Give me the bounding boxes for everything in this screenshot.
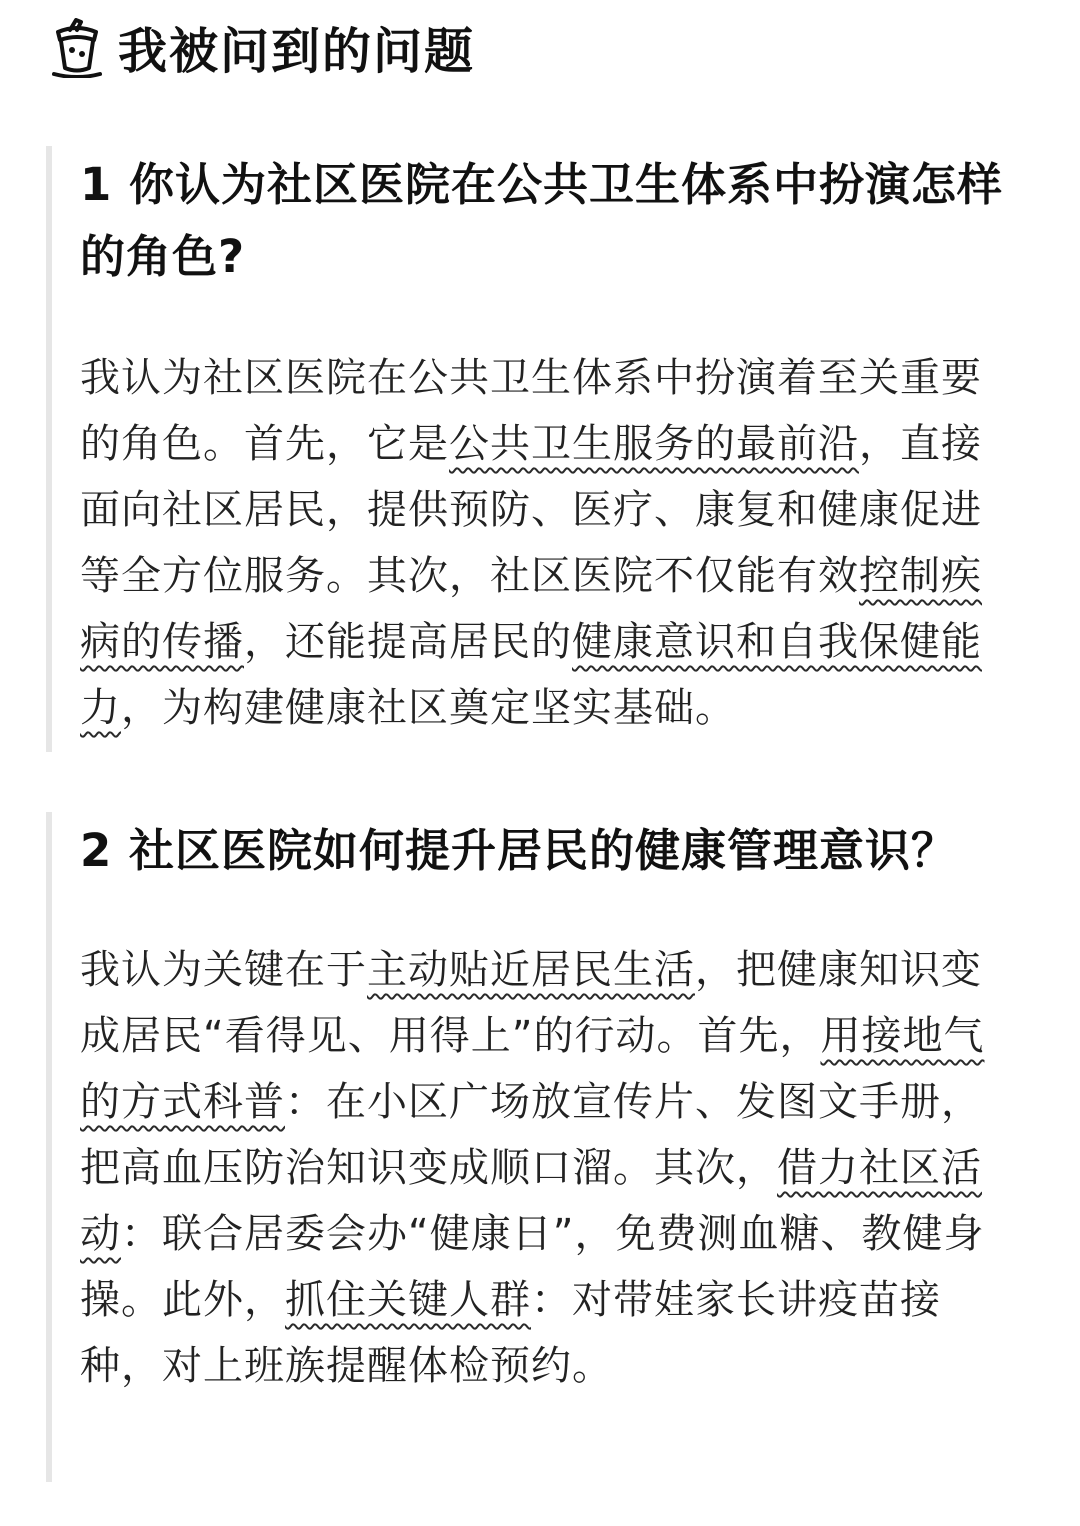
highlighted-phrase: 抓住关键人群	[285, 1277, 531, 1323]
highlighted-phrase: 借力社区活动	[80, 1145, 982, 1257]
answer-text	[80, 937, 1006, 1399]
page-title: 我被问到的问题	[118, 23, 476, 80]
question-title: 1 你认为社区医院在公共卫生体系中扮演怎样的角色?	[80, 158, 1003, 283]
milk-tea-icon	[50, 18, 104, 78]
answer-segment: ：联合居委会办“健康日”，免费测血糖、教健身操。此外，	[80, 1211, 985, 1323]
highlighted-phrase: 控制疾病的传播	[80, 553, 982, 665]
answer-segment: ：对带娃家长讲疫苗接种，对上班族提醒体检预约。	[80, 1277, 941, 1389]
answer-segment: ，直接面向社区居民，提供预防、医疗、康复和健康促进等全方位服务。其次，社区医院不仅能有效	[80, 421, 982, 599]
highlighted-phrase: 健康意识和自我保健能力	[80, 619, 982, 731]
highlighted-phrase: 主动贴近居民生活	[367, 947, 695, 993]
answer-segment: ，把健康知识变成居民“看得见、用得上”的行动。首先，	[80, 947, 982, 1059]
answer-segment: 我认为社区医院在公共卫生体系中扮演着至关重要的角色。首先，它是	[80, 355, 982, 467]
question-title: 2 社区医院如何提升居民的健康管理意识？	[80, 824, 957, 877]
question-block-1	[46, 146, 1006, 752]
answer-text	[80, 345, 1006, 741]
answer-segment: ，为构建健康社区奠定坚实基础。	[121, 685, 736, 731]
answer-segment: ：在小区广场放宣传片、发图文手册，把高血压防治知识变成顺口溜。其次，	[80, 1079, 982, 1191]
question-block-2	[46, 812, 1006, 1482]
highlighted-phrase: 用接地气的方式科普	[80, 1013, 985, 1125]
section-header	[50, 14, 475, 82]
answer-segment: 我认为关键在于	[80, 947, 367, 993]
highlighted-phrase: 公共卫生服务的最前沿	[449, 421, 859, 467]
answer-segment: ，还能提高居民的	[244, 619, 572, 665]
